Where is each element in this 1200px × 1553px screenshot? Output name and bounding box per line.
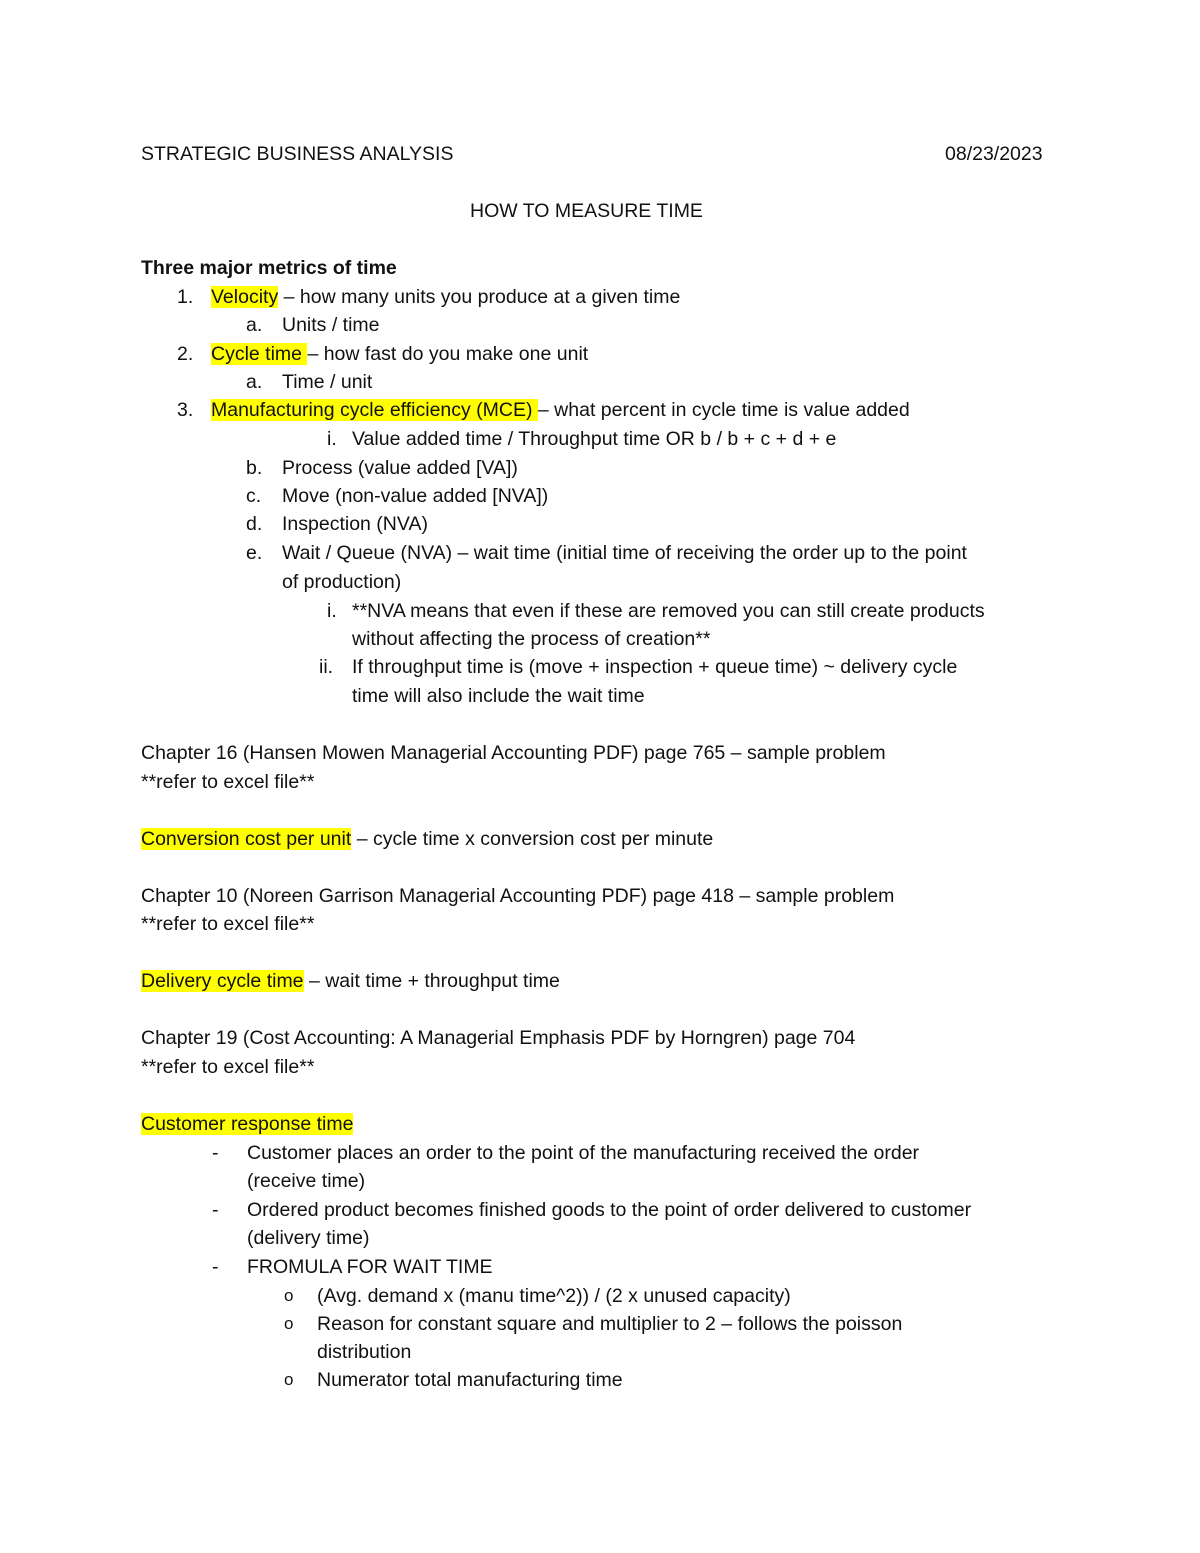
- sub-bullet-marker: o: [284, 1286, 294, 1305]
- delivery-cycle-line: [141, 969, 560, 993]
- term-description: – cycle time x conversion cost per minute: [351, 828, 714, 850]
- bullet-dash: -: [212, 1142, 219, 1164]
- bullet-item: Ordered product becomes finished goods to the point of order delivered to customer: [247, 1199, 972, 1221]
- bullet-dash: -: [212, 1199, 219, 1221]
- sub-bullet-marker: o: [284, 1370, 294, 1389]
- chapter-reference: Chapter 19 (Cost Accounting: A Managerial Emphasis PDF by Horngren) page 704: [141, 1027, 856, 1049]
- excel-note: **refer to excel file**: [141, 913, 315, 935]
- item-description: – how fast do you make one unit: [307, 343, 589, 365]
- list-marker: 2.: [177, 343, 194, 365]
- sub-bullet-item: Numerator total manufacturing time: [317, 1369, 623, 1391]
- highlighted-term: Cycle time: [211, 343, 308, 365]
- list-item: [211, 285, 680, 309]
- bullet-item-continued: (receive time): [247, 1170, 366, 1192]
- list-item: [211, 342, 588, 366]
- sublist-marker: e.: [246, 542, 263, 564]
- note-item-continued: time will also include the wait time: [352, 685, 645, 707]
- term-description: – wait time + throughput time: [303, 970, 560, 992]
- highlighted-term: Velocity: [211, 286, 279, 308]
- sublist-marker: a.: [246, 371, 263, 393]
- sublist-item: Time / unit: [282, 371, 373, 393]
- conversion-cost-line: [141, 827, 713, 851]
- sublist-item: Inspection (NVA): [282, 513, 428, 535]
- sublist-item: Process (value added [VA]): [282, 457, 518, 479]
- chapter-reference: Chapter 16 (Hansen Mowen Managerial Accounting PDF) page 765 – sample problem: [141, 742, 886, 764]
- formula-marker: i.: [327, 428, 337, 450]
- list-marker: 3.: [177, 399, 194, 421]
- highlighted-term: Customer response time: [141, 1113, 354, 1135]
- bullet-dash: -: [212, 1256, 219, 1278]
- sublist-marker: c.: [246, 485, 262, 507]
- sublist-marker: a.: [246, 314, 263, 336]
- bullet-item: FROMULA FOR WAIT TIME: [247, 1256, 493, 1278]
- mce-formula: Value added time / Throughput time OR b / b + c + d + e: [352, 428, 837, 450]
- bullet-item-continued: (delivery time): [247, 1227, 370, 1249]
- note-item-continued: without affecting the process of creation**: [352, 628, 711, 650]
- sublist-marker: b.: [246, 457, 263, 479]
- section-heading: Three major metrics of time: [141, 257, 397, 279]
- excel-note: **refer to excel file**: [141, 771, 315, 793]
- item-description: – what percent in cycle time is value added: [537, 399, 910, 421]
- excel-note: **refer to excel file**: [141, 1056, 315, 1078]
- highlighted-term: Conversion cost per unit: [141, 828, 352, 850]
- sublist-item: Units / time: [282, 314, 380, 336]
- sub-bullet-item: Reason for constant square and multiplier to 2 – follows the poisson: [317, 1313, 903, 1335]
- sub-bullet-item-continued: distribution: [317, 1341, 412, 1363]
- sublist-item-continued: of production): [282, 571, 402, 593]
- wait-time-formula: (Avg. demand x (manu time^2)) / (2 x unused capacity): [317, 1285, 791, 1307]
- list-item: [211, 398, 910, 422]
- page-title: HOW TO MEASURE TIME: [470, 200, 703, 222]
- course-title: STRATEGIC BUSINESS ANALYSIS: [141, 143, 454, 165]
- customer-response-heading: [141, 1112, 353, 1136]
- sub-bullet-marker: o: [284, 1314, 294, 1333]
- note-item: If throughput time is (move + inspection + queue time) ~ delivery cycle: [352, 656, 958, 678]
- chapter-reference: Chapter 10 (Noreen Garrison Managerial Accounting PDF) page 418 – sample problem: [141, 885, 895, 907]
- highlighted-term: Manufacturing cycle efficiency (MCE): [211, 399, 538, 421]
- sublist-item: Move (non-value added [NVA]): [282, 485, 549, 507]
- highlighted-term: Delivery cycle time: [141, 970, 304, 992]
- sublist-item: Wait / Queue (NVA) – wait time (initial time of receiving the order up to the point: [282, 542, 967, 564]
- item-description: – how many units you produce at a given time: [278, 286, 681, 308]
- sublist-marker: d.: [246, 513, 263, 535]
- note-item: **NVA means that even if these are removed you can still create products: [352, 600, 985, 622]
- note-marker: i.: [327, 600, 337, 622]
- list-marker: 1.: [177, 286, 194, 308]
- note-marker: ii.: [319, 656, 334, 678]
- document-date: 08/23/2023: [945, 143, 1043, 165]
- bullet-item: Customer places an order to the point of the manufacturing received the order: [247, 1142, 920, 1164]
